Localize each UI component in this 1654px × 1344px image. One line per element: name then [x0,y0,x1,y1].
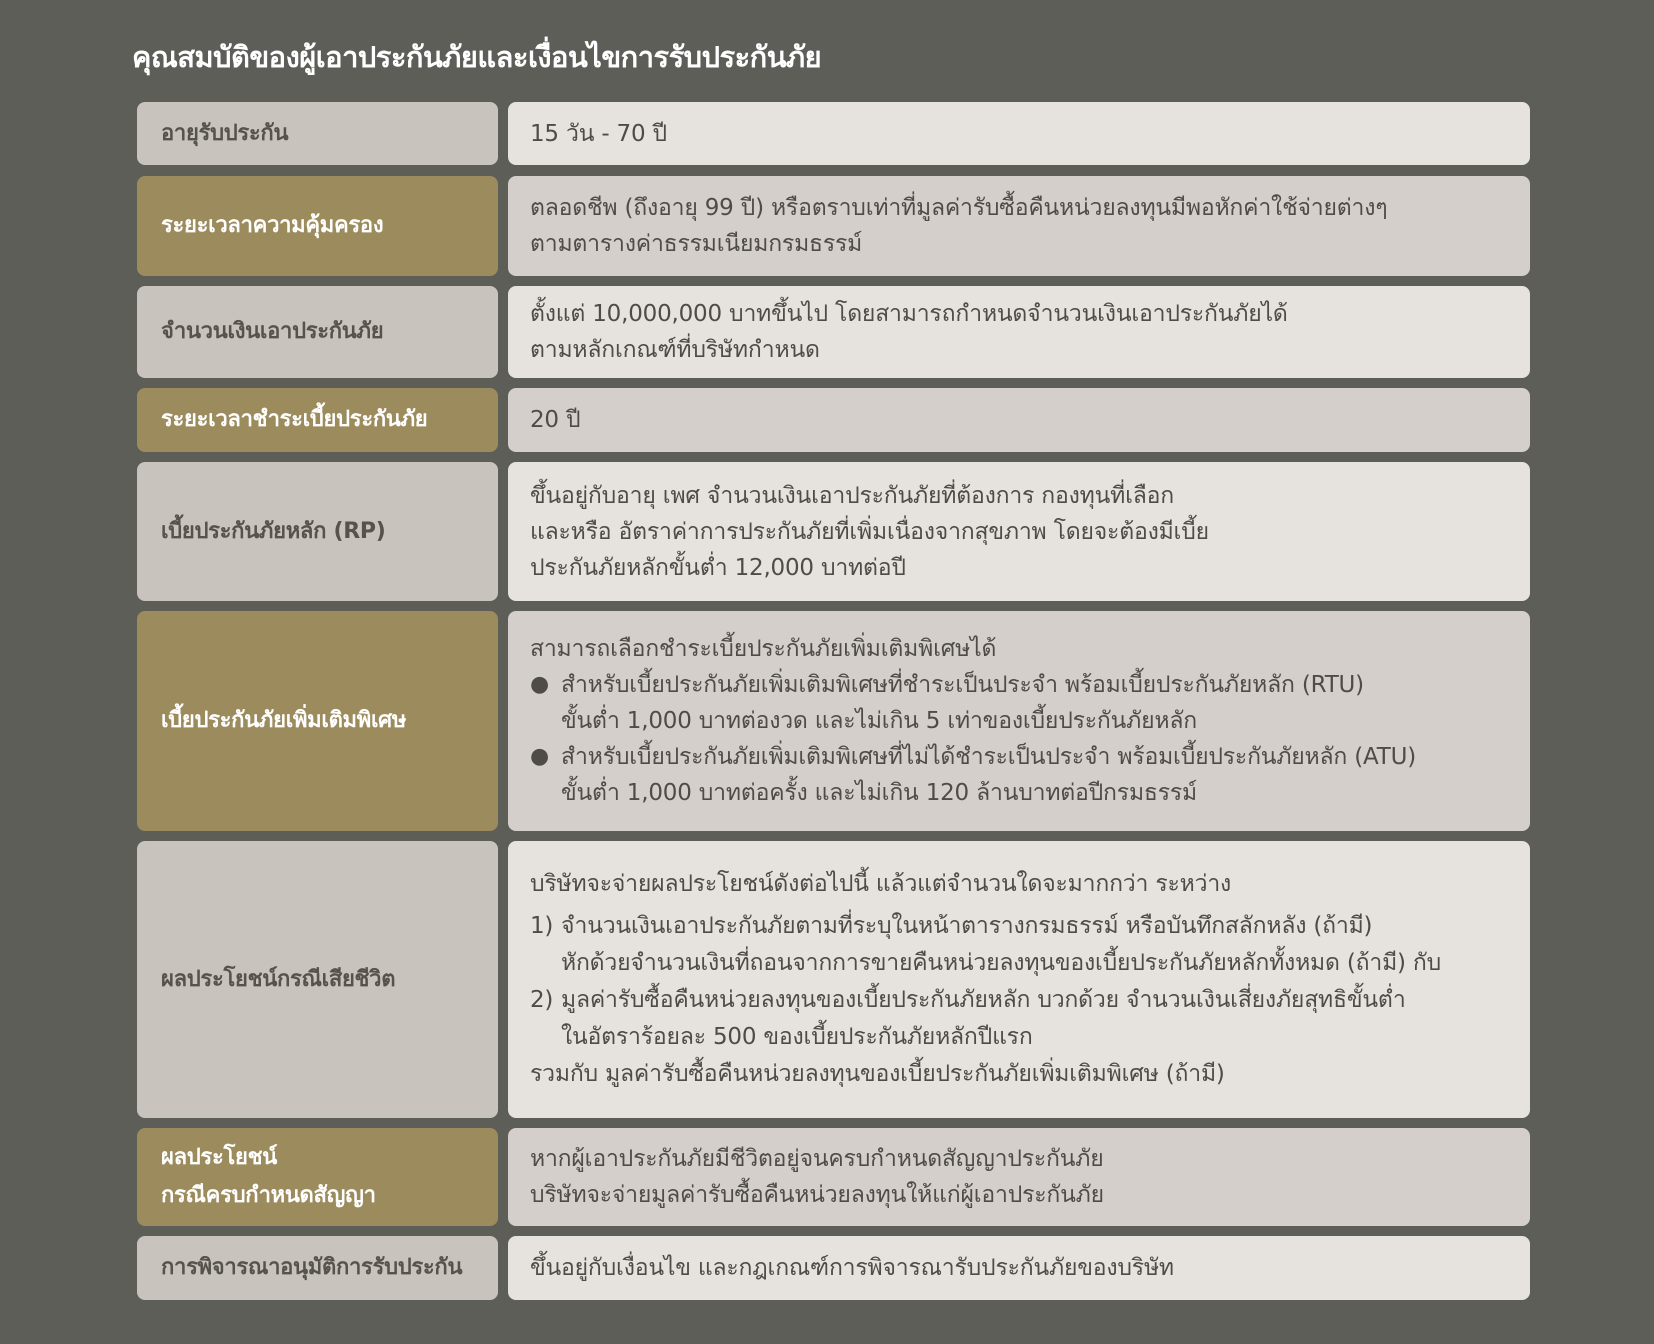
bullet-continuation: ขั้นต่ำ 1,000 บาทต่องวด และไม่เกิน 5 เท่าของเบี้ยประกันภัยหลัก [561,708,1197,734]
bullet-item [530,739,1508,775]
row-value [508,388,1530,452]
row-label-text: ระยะเวลาชำระเบี้ยประกันภัย [161,407,428,432]
value-line: ตลอดชีพ (ถึงอายุ 99 ปี) หรือตราบเท่าที่มูลค่ารับซื้อคืนหน่วยลงทุนมีพอหักค่าใช้จ่ายต่างๆ [530,195,1388,221]
row-label-text: กรณีครบกำหนดสัญญา [161,1183,376,1208]
value-line: ตามตารางค่าธรรมเนียมกรมธรรม์ [530,231,863,257]
row-sum-assured [137,286,1530,378]
row-label [137,388,498,452]
row-label-text: ผลประโยชน์ [161,1145,277,1170]
row-label [137,176,498,276]
row-value [508,462,1530,601]
row-maturity-benefit [137,1128,1530,1226]
row-value [508,102,1530,165]
value-intro: บริษัทจะจ่ายผลประโยชน์ดังต่อไปนี้ แล้วแต่จำนวนใดจะมากกว่า ระหว่าง [530,871,1232,897]
row-coverage-age [137,102,1530,165]
value-line: หากผู้เอาประกันภัยมีชีวิตอยู่จนครบกำหนดสัญญาประกันภัย [530,1146,1104,1172]
bullet-continuation: ขั้นต่ำ 1,000 บาทต่อครั้ง และไม่เกิน 120 ล้านบาทต่อปีกรมธรรม์ [561,780,1198,806]
row-label-text: เบี้ยประกันภัยเพิ่มเติมพิเศษ [161,708,407,733]
numbered-item [530,982,1508,1019]
row-value [508,1236,1530,1300]
row-label [137,462,498,601]
row-label-text: ผลประโยชน์กรณีเสียชีวิต [161,966,396,992]
value-line: 15 วัน - 70 ปี [530,120,667,147]
row-top-up-premium [137,611,1530,831]
row-value [508,286,1530,378]
row-premium-payment-period [137,388,1530,452]
row-underwriting [137,1236,1530,1300]
row-label [137,1128,498,1226]
item-text: มูลค่ารับซื้อคืนหน่วยลงทุนของเบี้ยประกันภัยหลัก บวกด้วย จำนวนเงินเสี่ยงภัยสุทธิขั้นต่ำ [561,987,1406,1013]
row-label [137,102,498,165]
bullet-text: สำหรับเบี้ยประกันภัยเพิ่มเติมพิเศษที่ไม่ได้ชำระเป็นประจำ พร้อมเบี้ยประกันภัยหลัก (ATU) [561,744,1417,770]
bullet-icon: ● [530,744,549,769]
value-line: บริษัทจะจ่ายมูลค่ารับซื้อคืนหน่วยลงทุนให้แก่ผู้เอาประกันภัย [530,1182,1104,1208]
value-line: และหรือ อัตราค่าการประกันภัยที่เพิ่มเนื่องจากสุขภาพ โดยจะต้องมีเบี้ย [530,518,1209,545]
row-label-text: เบี้ยประกันภัยหลัก (RP) [161,518,386,544]
value-line: 20 ปี [530,407,581,433]
row-coverage-period [137,176,1530,276]
value-intro: สามารถเลือกชำระเบี้ยประกันภัยเพิ่มเติมพิเศษได้ [530,636,997,662]
row-label [137,611,498,831]
row-label [137,841,498,1118]
value-line: ขึ้นอยู่กับเงื่อนไข และกฎเกณฑ์การพิจารณารับประกันภัยของบริษัท [530,1255,1174,1281]
row-value [508,611,1530,831]
bullet-icon: ● [530,672,549,697]
item-continuation: ในอัตราร้อยละ 500 ของเบี้ยประกันภัยหลักปีแรก [561,1024,1033,1050]
item-continuation: หักด้วยจำนวนเงินที่ถอนจากการขายคืนหน่วยลงทุนของเบี้ยประกันภัยหลักทั้งหมด (ถ้ามี) กับ [561,950,1442,976]
item-number: 2) [530,987,554,1013]
numbered-item [530,908,1508,945]
bullet-text: สำหรับเบี้ยประกันภัยเพิ่มเติมพิเศษที่ชำระเป็นประจำ พร้อมเบี้ยประกันภัยหลัก (RTU) [561,672,1364,698]
value-line: ประกันภัยหลักขั้นต่ำ 12,000 บาทต่อปี [530,554,906,581]
page-title: คุณสมบัติของผู้เอาประกันภัยและเงื่อนไขการรับประกันภัย [132,40,822,74]
row-label-text: จำนวนเงินเอาประกันภัย [161,319,384,344]
row-regular-premium [137,462,1530,601]
row-label [137,1236,498,1300]
value-outro: รวมกับ มูลค่ารับซื้อคืนหน่วยลงทุนของเบี้ยประกันภัยเพิ่มเติมพิเศษ (ถ้ามี) [530,1061,1225,1087]
value-line: ตั้งแต่ 10,000,000 บาทขึ้นไป โดยสามารถกำหนดจำนวนเงินเอาประกันภัยได้ [530,301,1288,327]
row-label [137,286,498,378]
row-value [508,176,1530,276]
row-label-text: ระยะเวลาความคุ้มครอง [161,213,384,238]
value-line: ขึ้นอยู่กับอายุ เพศ จำนวนเงินเอาประกันภัยที่ต้องการ กองทุนที่เลือก [530,482,1175,509]
item-number: 1) [530,913,554,939]
row-value [508,1128,1530,1226]
value-line: ตามหลักเกณฑ์ที่บริษัทกำหนด [530,337,820,363]
row-death-benefit [137,841,1530,1118]
row-label-text: อายุรับประกัน [161,120,289,146]
item-text: จำนวนเงินเอาประกันภัยตามที่ระบุในหน้าตารางกรมธรรม์ หรือบันทึกสลักหลัง (ถ้ามี) [561,913,1373,939]
row-value [508,841,1530,1118]
bullet-item [530,667,1508,703]
row-label-text: การพิจารณาอนุมัติการรับประกัน [161,1255,463,1280]
